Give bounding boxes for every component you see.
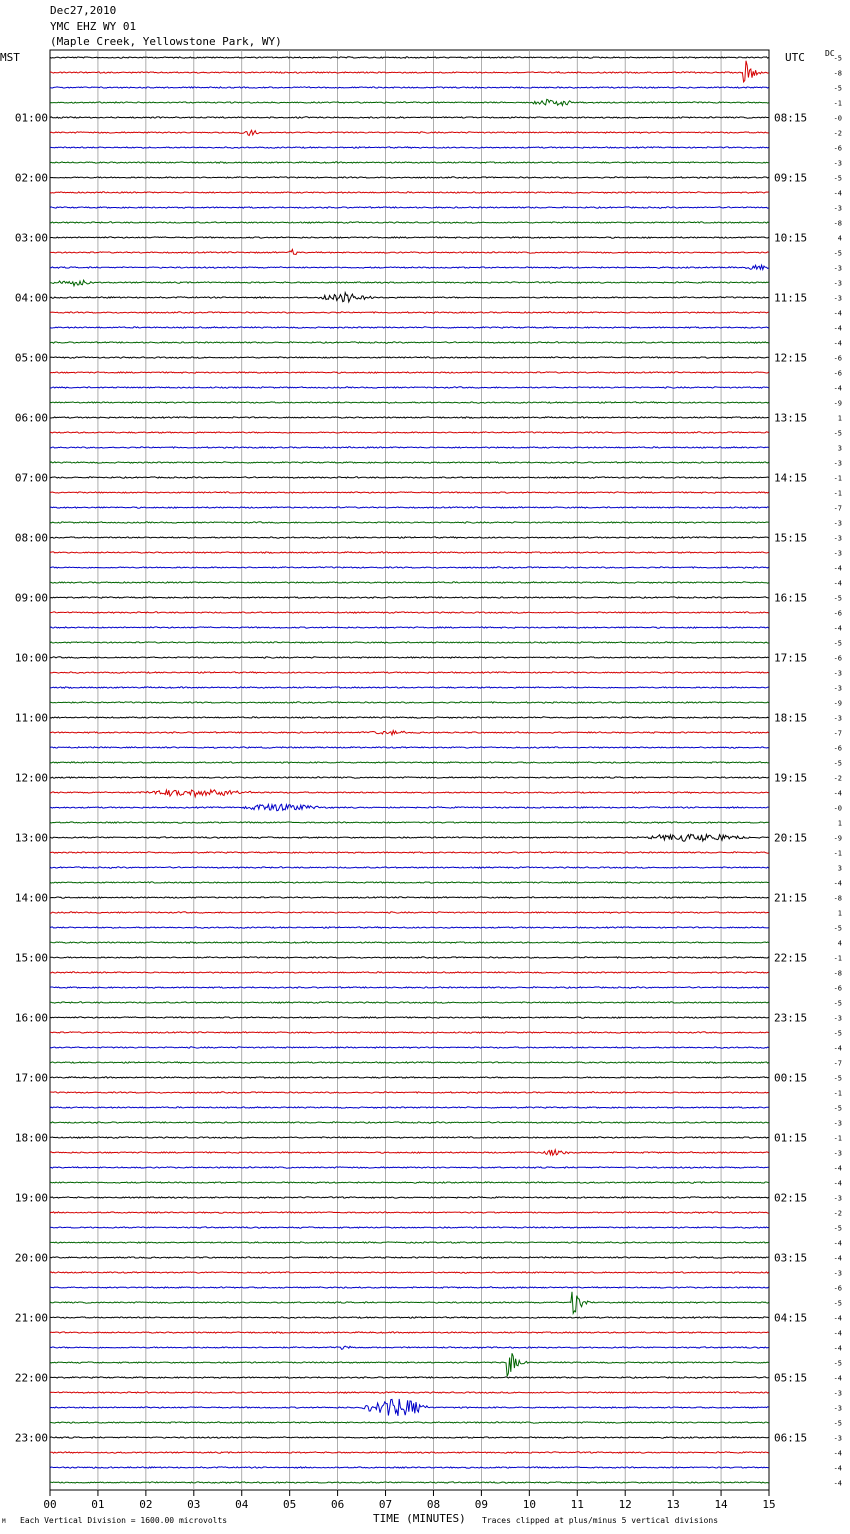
trace-91 — [50, 1422, 769, 1423]
trace-14 — [50, 265, 769, 269]
dc-offset-label: -4 — [833, 1044, 842, 1053]
trace-13 — [50, 249, 769, 254]
trace-73 — [50, 1150, 769, 1155]
right-hour-label: 11:15 — [774, 291, 808, 305]
right-hour-label: 10:15 — [774, 231, 808, 245]
left-hour-label: 02:00 — [14, 171, 48, 185]
dc-offset-label: -4 — [833, 189, 842, 198]
trace-4 — [50, 117, 769, 118]
right-hour-label: 18:15 — [774, 711, 808, 725]
right-hour-label: 15:15 — [774, 531, 808, 545]
trace-9 — [50, 192, 769, 193]
dc-offset-label: -5 — [833, 429, 842, 438]
trace-39 — [50, 642, 769, 643]
dc-offset-label: -4 — [833, 309, 842, 318]
dc-offset-label: -5 — [833, 1074, 842, 1083]
x-tick-label: 06 — [330, 1498, 345, 1511]
trace-5 — [50, 130, 769, 135]
left-hour-label: 04:00 — [14, 291, 48, 305]
trace-30 — [50, 507, 769, 508]
dc-offset-label: -9 — [833, 399, 842, 408]
dc-offset-label: -1 — [833, 489, 842, 498]
trace-64 — [50, 1017, 769, 1018]
trace-12 — [50, 237, 769, 238]
dc-offset-label: -4 — [833, 1254, 842, 1263]
left-timezone-label: MST — [0, 51, 20, 64]
dc-offset-label: -3 — [833, 1434, 842, 1443]
dc-offset-label: -5 — [833, 1224, 842, 1233]
dc-offset-label: -1 — [833, 954, 842, 963]
dc-offset-label: -3 — [833, 1014, 842, 1023]
dc-offset-label: -3 — [833, 549, 842, 558]
trace-50 — [50, 804, 769, 810]
trace-85 — [50, 1332, 769, 1333]
dc-offset-label: -5 — [833, 759, 842, 768]
dc-offset-label: -4 — [833, 1179, 842, 1188]
trace-61 — [50, 972, 769, 973]
dc-offset-label: -4 — [833, 879, 842, 888]
trace-82 — [50, 1287, 769, 1288]
trace-52 — [50, 834, 769, 841]
dc-offset-label: -1 — [833, 849, 842, 858]
trace-54 — [50, 867, 769, 868]
trace-42 — [50, 687, 769, 688]
dc-offset-label: -7 — [833, 1059, 842, 1068]
trace-43 — [50, 702, 769, 703]
trace-32 — [50, 537, 769, 538]
x-tick-label: 13 — [666, 1498, 680, 1511]
x-tick-label: 10 — [522, 1498, 536, 1511]
trace-44 — [50, 717, 769, 718]
left-hour-label: 13:00 — [14, 831, 48, 845]
right-hour-label: 01:15 — [774, 1131, 808, 1145]
trace-10 — [50, 207, 769, 208]
trace-20 — [50, 357, 769, 358]
dc-offset-label: -1 — [833, 99, 842, 108]
header-date: Dec27,2010 — [50, 4, 117, 17]
trace-18 — [50, 327, 769, 328]
trace-19 — [50, 342, 769, 343]
trace-57 — [50, 912, 769, 913]
dc-offset-label: 1 — [837, 819, 842, 828]
dc-offset-label: -3 — [833, 519, 842, 528]
dc-offset-label: 4 — [837, 939, 842, 948]
left-hour-label: 19:00 — [14, 1191, 48, 1205]
left-hour-label: 22:00 — [14, 1371, 48, 1385]
right-hour-label: 06:15 — [774, 1431, 808, 1445]
dc-offset-label: -5 — [833, 1104, 842, 1113]
left-hour-label: 17:00 — [14, 1071, 48, 1085]
dc-label: DC — [825, 49, 835, 58]
x-tick-label: 12 — [618, 1498, 632, 1511]
trace-66 — [50, 1047, 769, 1048]
trace-24 — [50, 417, 769, 418]
x-tick-label: 05 — [283, 1498, 297, 1511]
trace-69 — [50, 1092, 769, 1093]
trace-65 — [50, 1032, 769, 1033]
dc-offset-label: -5 — [833, 54, 842, 63]
trace-26 — [50, 447, 769, 448]
dc-offset-label: -3 — [833, 714, 842, 723]
trace-55 — [50, 882, 769, 883]
dc-offset-label: -6 — [833, 744, 842, 753]
dc-offset-label: -5 — [833, 174, 842, 183]
dc-offset-label: -4 — [833, 1344, 842, 1353]
dc-offset-label: -4 — [833, 1464, 842, 1473]
trace-81 — [50, 1272, 769, 1273]
dc-offset-label: -6 — [833, 354, 842, 363]
header-station: YMC EHZ WY 01 — [50, 20, 137, 33]
dc-offset-label: -3 — [833, 669, 842, 678]
dc-offset-label: -4 — [833, 564, 842, 573]
right-hour-label: 21:15 — [774, 891, 808, 905]
trace-28 — [50, 477, 769, 478]
left-hour-label: 21:00 — [14, 1311, 48, 1325]
dc-offset-label: -2 — [833, 1209, 842, 1218]
trace-2 — [50, 87, 769, 88]
trace-58 — [50, 927, 769, 928]
left-hour-label: 23:00 — [14, 1431, 48, 1445]
dc-offset-label: -4 — [833, 384, 842, 393]
trace-78 — [50, 1227, 769, 1228]
left-hour-label: 01:00 — [14, 111, 48, 125]
trace-49 — [50, 790, 769, 797]
right-hour-label: 04:15 — [774, 1311, 808, 1325]
trace-71 — [50, 1122, 769, 1123]
trace-62 — [50, 987, 769, 988]
x-tick-label: 08 — [426, 1498, 441, 1511]
left-hour-label: 10:00 — [14, 651, 48, 665]
trace-80 — [50, 1257, 769, 1258]
scale-note: Each Vertical Division = 1600.00 microvolts — [20, 1516, 228, 1525]
trace-40 — [50, 657, 769, 658]
right-hour-label: 19:15 — [774, 771, 808, 785]
trace-25 — [50, 432, 769, 433]
trace-36 — [50, 597, 769, 598]
dc-offset-label: -4 — [833, 789, 842, 798]
trace-22 — [50, 387, 769, 388]
dc-offset-label: -0 — [833, 114, 842, 123]
right-hour-label: 17:15 — [774, 651, 808, 665]
right-hour-label: 22:15 — [774, 951, 808, 965]
trace-47 — [50, 762, 769, 763]
dc-offset-label: -9 — [833, 699, 842, 708]
trace-87 — [50, 1353, 769, 1376]
right-timezone-label: UTC — [785, 51, 805, 64]
trace-56 — [50, 897, 769, 898]
x-tick-label: 07 — [378, 1498, 393, 1511]
trace-27 — [50, 462, 769, 463]
dc-offset-label: -4 — [833, 1374, 842, 1383]
trace-67 — [50, 1062, 769, 1063]
dc-offset-label: -5 — [833, 1029, 842, 1038]
trace-11 — [50, 222, 769, 223]
left-hour-label: 03:00 — [14, 231, 48, 245]
trace-21 — [50, 372, 769, 373]
dc-offset-label: -5 — [833, 1359, 842, 1368]
trace-88 — [50, 1377, 769, 1378]
trace-86 — [50, 1346, 769, 1349]
trace-45 — [50, 731, 769, 735]
trace-31 — [50, 522, 769, 523]
trace-23 — [50, 402, 769, 403]
dc-offset-label: -6 — [833, 1284, 842, 1293]
x-tick-label: 04 — [235, 1498, 249, 1511]
trace-29 — [50, 492, 769, 493]
dc-offset-label: -4 — [833, 1449, 842, 1458]
x-tick-label: 00 — [43, 1498, 57, 1511]
left-hour-label: 12:00 — [14, 771, 48, 785]
trace-46 — [50, 747, 769, 748]
dc-offset-label: 4 — [837, 234, 842, 243]
dc-offset-label: -3 — [833, 459, 842, 468]
trace-95 — [50, 1482, 769, 1483]
left-hour-label: 08:00 — [14, 531, 48, 545]
x-axis-title: TIME (MINUTES) — [373, 1512, 466, 1525]
dc-offset-label: -5 — [833, 594, 842, 603]
plot-frame — [50, 50, 769, 1490]
right-hour-label: 12:15 — [774, 351, 808, 365]
trace-7 — [50, 162, 769, 163]
trace-0 — [50, 57, 769, 58]
trace-93 — [50, 1452, 769, 1453]
trace-90 — [50, 1399, 769, 1416]
dc-offset-label: -4 — [833, 624, 842, 633]
trace-17 — [50, 312, 769, 313]
dc-offset-label: -3 — [833, 534, 842, 543]
right-hour-label: 09:15 — [774, 171, 808, 185]
dc-offset-label: -7 — [833, 504, 842, 513]
right-hour-label: 05:15 — [774, 1371, 808, 1385]
dc-offset-label: -3 — [833, 1149, 842, 1158]
trace-72 — [50, 1137, 769, 1138]
trace-94 — [50, 1467, 769, 1468]
right-hour-label: 16:15 — [774, 591, 808, 605]
dc-offset-label: -4 — [833, 1314, 842, 1323]
dc-offset-label: 3 — [837, 444, 842, 453]
trace-48 — [50, 777, 769, 778]
corner-mark: M — [2, 1518, 6, 1525]
dc-offset-label: -4 — [833, 1329, 842, 1338]
trace-59 — [50, 942, 769, 943]
left-hour-label: 15:00 — [14, 951, 48, 965]
trace-75 — [50, 1182, 769, 1183]
trace-63 — [50, 1002, 769, 1003]
left-hour-label: 05:00 — [14, 351, 48, 365]
right-hour-label: 13:15 — [774, 411, 808, 425]
dc-offset-label: 1 — [837, 909, 842, 918]
trace-33 — [50, 552, 769, 553]
trace-51 — [50, 822, 769, 823]
dc-offset-label: -8 — [833, 894, 842, 903]
dc-offset-label: -1 — [833, 1089, 842, 1098]
trace-70 — [50, 1107, 769, 1108]
dc-offset-label: -5 — [833, 84, 842, 93]
left-hour-label: 18:00 — [14, 1131, 48, 1145]
trace-53 — [50, 852, 769, 853]
trace-77 — [50, 1212, 769, 1213]
clip-note: Traces clipped at plus/minus 5 vertical divisions — [482, 1516, 719, 1525]
dc-offset-label: -2 — [833, 774, 842, 783]
right-hour-label: 08:15 — [774, 111, 808, 125]
dc-offset-label: -5 — [833, 924, 842, 933]
dc-offset-label: -3 — [833, 159, 842, 168]
trace-60 — [50, 957, 769, 958]
x-tick-label: 02 — [139, 1498, 153, 1511]
dc-offset-label: -5 — [833, 639, 842, 648]
dc-offset-label: -3 — [833, 684, 842, 693]
dc-offset-label: -3 — [833, 1269, 842, 1278]
dc-offset-label: -7 — [833, 729, 842, 738]
dc-offset-label: -4 — [833, 324, 842, 333]
trace-35 — [50, 582, 769, 583]
x-tick-label: 15 — [762, 1498, 776, 1511]
dc-offset-label: -8 — [833, 219, 842, 228]
left-hour-label: 16:00 — [14, 1011, 48, 1025]
dc-offset-label: -3 — [833, 1194, 842, 1203]
trace-84 — [50, 1317, 769, 1318]
dc-offset-label: -3 — [833, 1119, 842, 1128]
right-hour-label: 23:15 — [774, 1011, 808, 1025]
x-tick-label: 11 — [570, 1498, 584, 1511]
right-hour-label: 00:15 — [774, 1071, 808, 1085]
dc-offset-label: -0 — [833, 804, 842, 813]
trace-1 — [50, 61, 769, 82]
right-hour-label: 03:15 — [774, 1251, 808, 1265]
dc-offset-label: -6 — [833, 144, 842, 153]
x-tick-label: 14 — [714, 1498, 728, 1511]
dc-offset-label: -4 — [833, 579, 842, 588]
x-tick-label: 01 — [91, 1498, 105, 1511]
trace-79 — [50, 1242, 769, 1243]
trace-16 — [50, 293, 769, 302]
dc-offset-label: -6 — [833, 984, 842, 993]
header-location: (Maple Creek, Yellowstone Park, WY) — [50, 35, 282, 48]
dc-offset-label: -4 — [833, 1164, 842, 1173]
dc-offset-label: -3 — [833, 204, 842, 213]
dc-offset-label: -3 — [833, 1389, 842, 1398]
right-hour-label: 20:15 — [774, 831, 808, 845]
dc-offset-label: -6 — [833, 609, 842, 618]
trace-89 — [50, 1392, 769, 1393]
trace-37 — [50, 612, 769, 613]
dc-offset-label: -9 — [833, 834, 842, 843]
left-hour-label: 14:00 — [14, 891, 48, 905]
left-hour-label: 11:00 — [14, 711, 48, 725]
trace-38 — [50, 627, 769, 628]
dc-offset-label: -8 — [833, 69, 842, 78]
trace-8 — [50, 177, 769, 178]
left-hour-label: 09:00 — [14, 591, 48, 605]
dc-offset-label: -5 — [833, 1419, 842, 1428]
trace-6 — [50, 147, 769, 148]
dc-offset-label: -1 — [833, 1134, 842, 1143]
trace-41 — [50, 672, 769, 673]
x-tick-label: 09 — [474, 1498, 489, 1511]
dc-offset-label: -2 — [833, 129, 842, 138]
x-tick-label: 03 — [187, 1498, 201, 1511]
dc-offset-label: -3 — [833, 1404, 842, 1413]
dc-offset-label: -5 — [833, 999, 842, 1008]
dc-offset-label: -1 — [833, 474, 842, 483]
trace-15 — [50, 280, 769, 286]
trace-92 — [50, 1437, 769, 1438]
left-hour-label: 20:00 — [14, 1251, 48, 1265]
right-hour-label: 02:15 — [774, 1191, 808, 1205]
trace-76 — [50, 1197, 769, 1198]
dc-offset-label: -8 — [833, 969, 842, 978]
dc-offset-label: -3 — [833, 264, 842, 273]
dc-offset-label: -3 — [833, 279, 842, 288]
left-hour-label: 07:00 — [14, 471, 48, 485]
right-hour-label: 14:15 — [774, 471, 808, 485]
left-hour-label: 06:00 — [14, 411, 48, 425]
dc-offset-label: 1 — [837, 414, 842, 423]
dc-offset-label: -6 — [833, 369, 842, 378]
dc-offset-label: -4 — [833, 1239, 842, 1248]
dc-offset-label: 3 — [837, 864, 842, 873]
dc-offset-label: -6 — [833, 654, 842, 663]
dc-offset-label: -4 — [833, 1479, 842, 1488]
trace-34 — [50, 567, 769, 568]
trace-74 — [50, 1167, 769, 1168]
dc-offset-label: -5 — [833, 249, 842, 258]
trace-68 — [50, 1077, 769, 1078]
dc-offset-label: -5 — [833, 1299, 842, 1308]
trace-3 — [50, 99, 769, 105]
dc-offset-label: -4 — [833, 339, 842, 348]
dc-offset-label: -3 — [833, 294, 842, 303]
trace-83 — [50, 1292, 769, 1314]
